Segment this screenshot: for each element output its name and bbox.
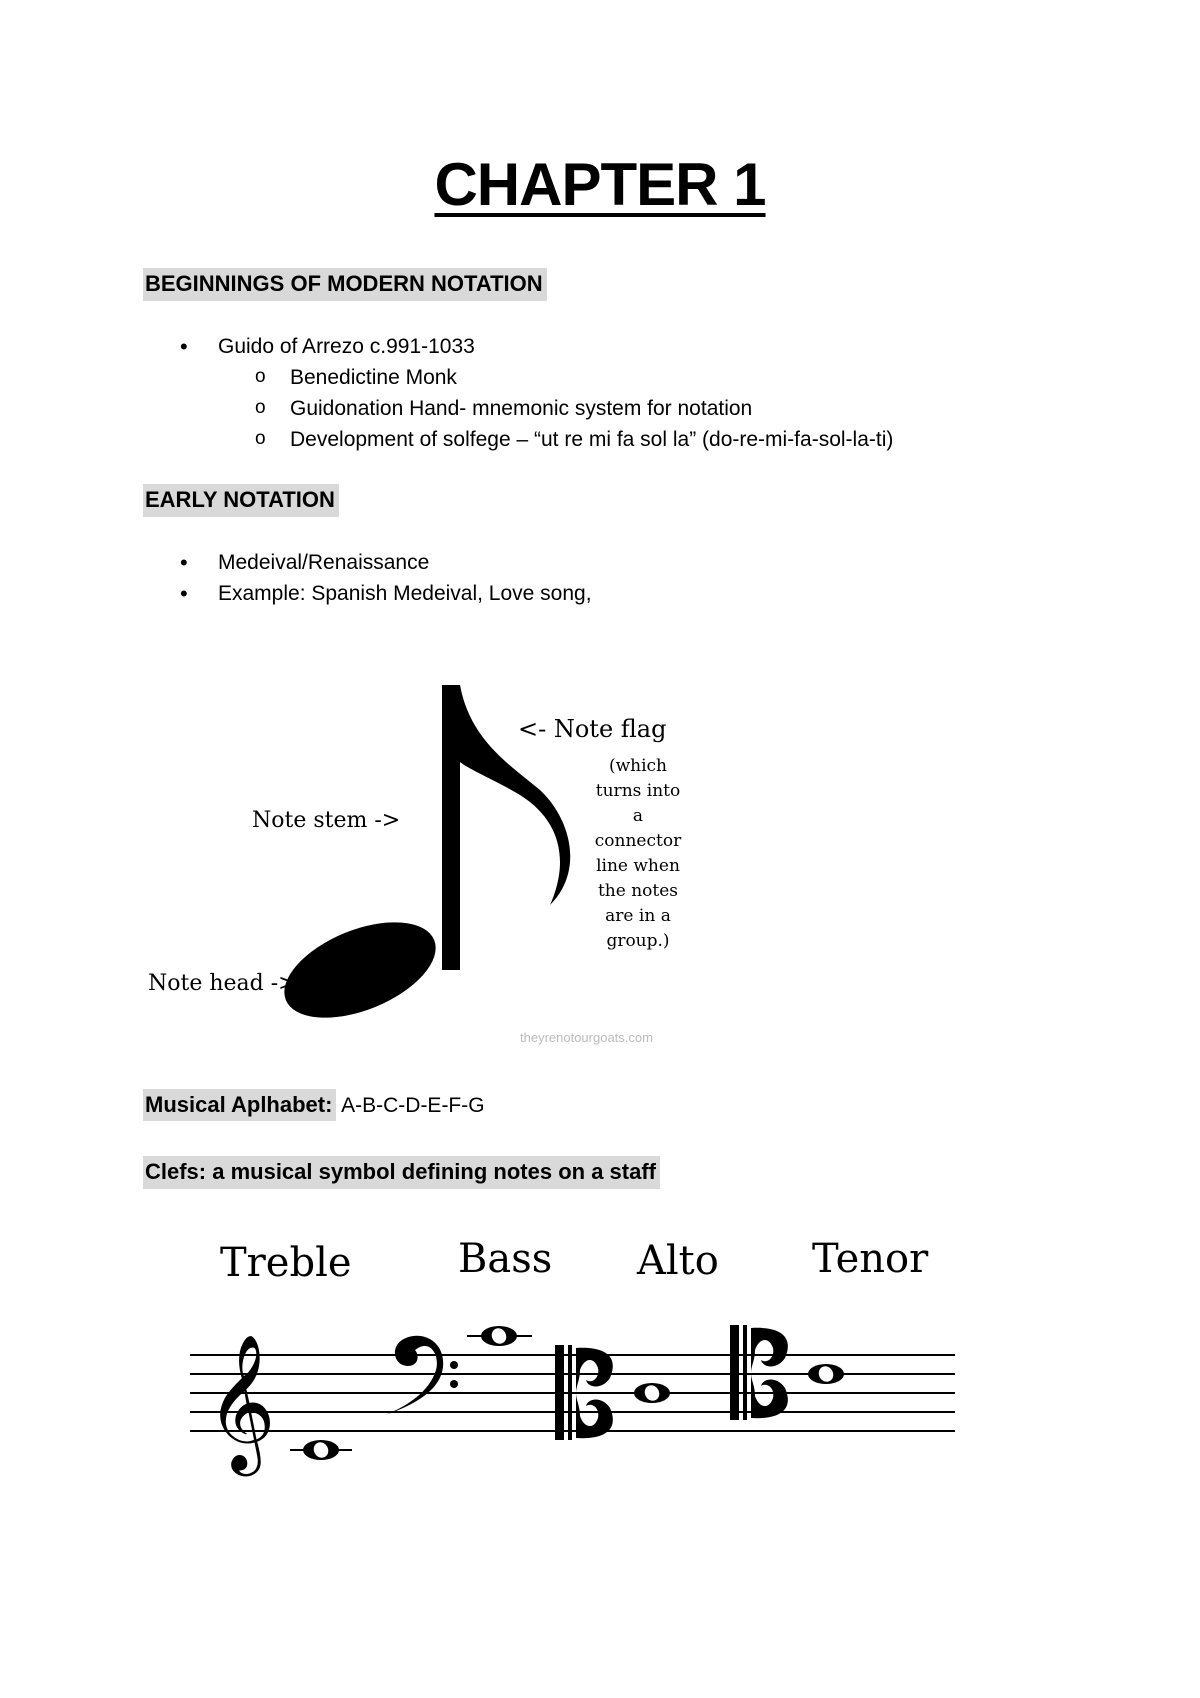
clef-name-alto: Alto xyxy=(637,1238,719,1284)
musical-alphabet-label: Musical Aplhabet: xyxy=(143,1089,336,1121)
treble-clef-icon xyxy=(206,1332,276,1476)
list-item: • Medeival/Renaissance xyxy=(143,547,592,578)
section-heading-clefs: Clefs: a musical symbol defining notes on a staff xyxy=(143,1156,660,1189)
tenor-clef-icon xyxy=(730,1325,788,1420)
svg-text:𝄞: 𝄞 xyxy=(206,1332,276,1470)
whole-note-icon xyxy=(290,1440,352,1461)
flag-desc-line: line when xyxy=(596,856,680,876)
note-anatomy-figure xyxy=(140,670,700,1050)
note-flag-description xyxy=(595,756,682,951)
list-item: • Guido of Arrezo c.991-1033 xyxy=(143,331,893,362)
early-notation-list xyxy=(143,547,592,609)
sub-list-item: o Guidonation Hand- mnemonic system for notation xyxy=(143,393,893,424)
musical-alphabet-row xyxy=(143,1092,485,1119)
note-stem-label: Note stem -> xyxy=(252,808,401,833)
clef-name-treble: Treble xyxy=(220,1240,352,1286)
chapter-title: CHAPTER 1 xyxy=(434,151,766,218)
note-head-label: Note head -> xyxy=(148,971,297,996)
flag-desc-line: turns into xyxy=(595,781,681,801)
clefs-figure xyxy=(140,1220,980,1480)
musical-alphabet-value: A-B-C-D-E-F-G xyxy=(336,1094,485,1117)
section-heading-beginnings: BEGINNINGS OF MODERN NOTATION xyxy=(143,268,547,301)
clef-name-tenor: Tenor xyxy=(812,1236,929,1282)
figure-watermark: theyrenotourgoats.com xyxy=(520,1030,653,1045)
note-flag-label: <- Note flag xyxy=(518,715,667,743)
whole-note-icon xyxy=(467,1326,532,1347)
clef-name-bass: Bass xyxy=(458,1236,553,1282)
beginnings-list xyxy=(143,331,893,455)
whole-note-icon xyxy=(808,1364,844,1385)
flag-desc-line: (which xyxy=(608,756,668,776)
flag-desc-line: group.) xyxy=(606,931,670,951)
list-item: • Example: Spanish Medeival, Love song, xyxy=(143,578,592,609)
clef-names xyxy=(220,1236,929,1286)
staff-lines xyxy=(190,1355,955,1431)
sub-list-item: o Benedictine Monk xyxy=(143,362,893,393)
flag-desc-line: connector xyxy=(594,831,682,851)
flag-desc-line: a xyxy=(632,806,644,826)
flag-desc-line: the notes xyxy=(597,881,679,901)
bass-clef-icon xyxy=(385,1336,458,1415)
section-heading-early-notation: EARLY NOTATION xyxy=(143,484,339,517)
flag-desc-line: are in a xyxy=(605,906,671,926)
sub-list-item: o Development of solfege – “ut re mi fa sol la” (do-re-mi-fa-sol-la-ti) xyxy=(143,424,893,455)
whole-note-icon xyxy=(634,1383,670,1404)
